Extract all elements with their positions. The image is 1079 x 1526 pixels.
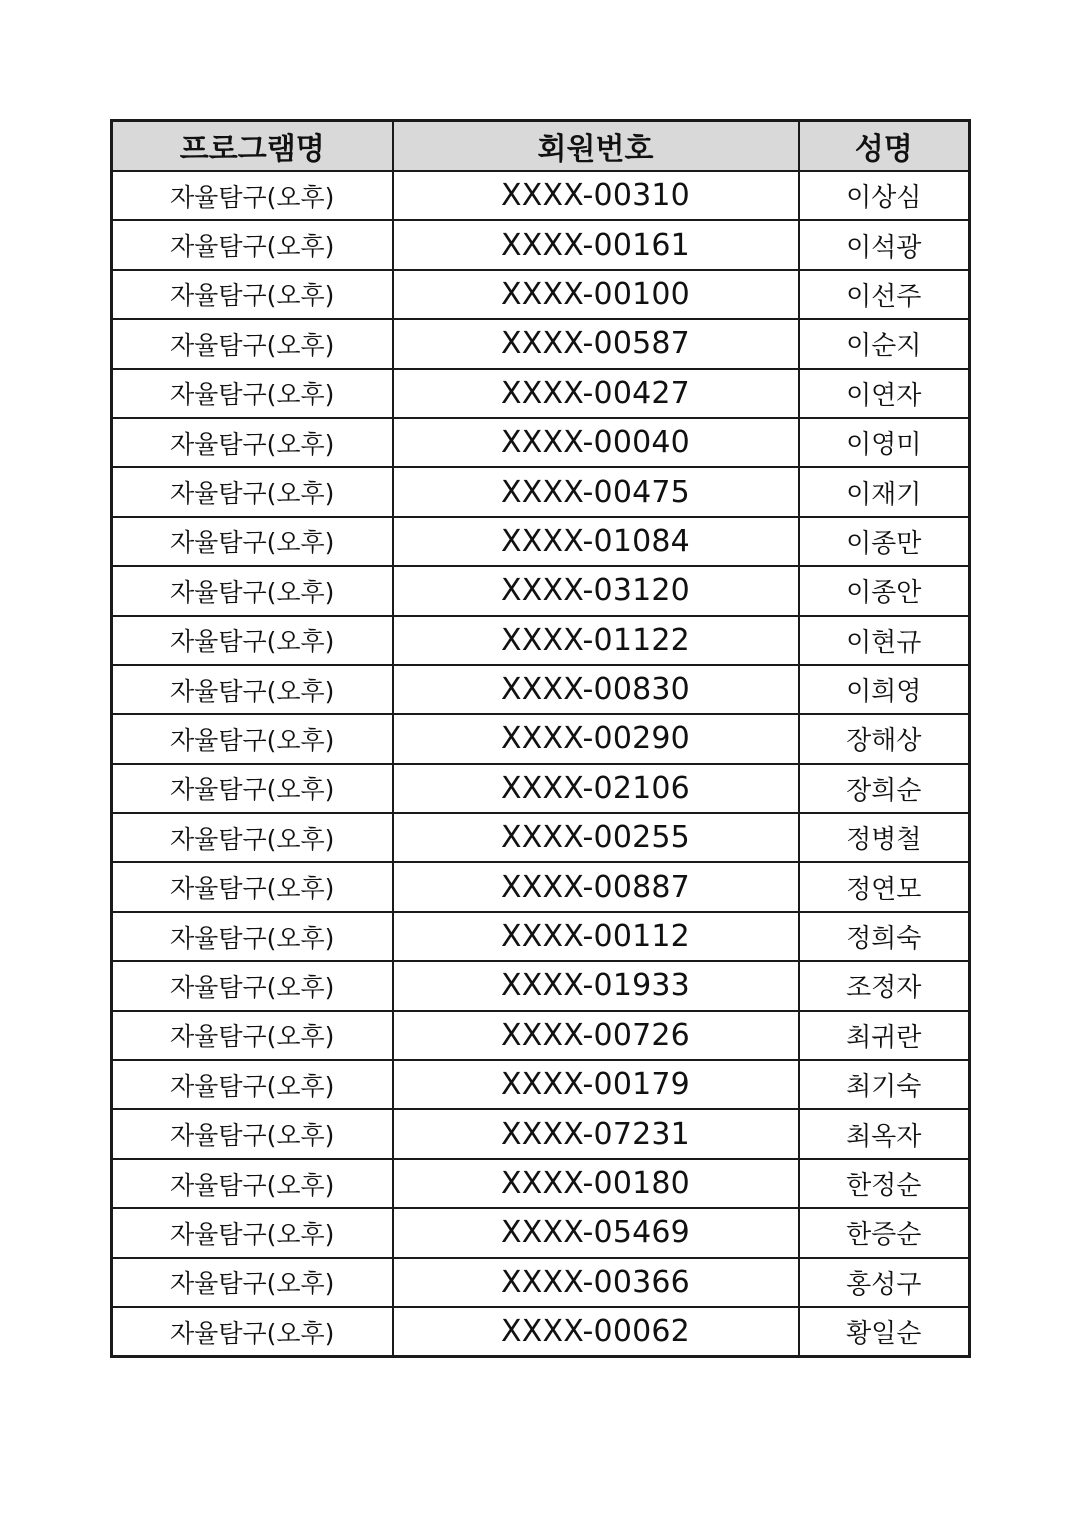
program-cell: 자율탐구(오후) bbox=[112, 220, 393, 269]
member-no-cell: XXXX-00887 bbox=[393, 862, 799, 911]
table-row bbox=[112, 1109, 970, 1158]
table-row bbox=[112, 1258, 970, 1307]
name-cell: 황일순 bbox=[799, 1307, 970, 1357]
program-cell: 자율탐구(오후) bbox=[112, 862, 393, 911]
table-row bbox=[112, 1159, 970, 1208]
member-no-cell: XXXX-00112 bbox=[393, 912, 799, 961]
table-row bbox=[112, 961, 970, 1010]
member-no-cell: XXXX-00255 bbox=[393, 813, 799, 862]
name-cell: 정희숙 bbox=[799, 912, 970, 961]
program-cell: 자율탐구(오후) bbox=[112, 171, 393, 220]
table-row bbox=[112, 862, 970, 911]
program-cell: 자율탐구(오후) bbox=[112, 616, 393, 665]
table-row bbox=[112, 1011, 970, 1060]
name-cell: 이종안 bbox=[799, 566, 970, 615]
member-no-cell: XXXX-00161 bbox=[393, 220, 799, 269]
member-no-cell: XXXX-00290 bbox=[393, 714, 799, 763]
program-cell: 자율탐구(오후) bbox=[112, 714, 393, 763]
member-no-cell: XXXX-00366 bbox=[393, 1258, 799, 1307]
name-cell: 이순지 bbox=[799, 319, 970, 368]
program-cell: 자율탐구(오후) bbox=[112, 1208, 393, 1257]
name-cell: 이현규 bbox=[799, 616, 970, 665]
member-no-cell: XXXX-01122 bbox=[393, 616, 799, 665]
name-cell: 한정순 bbox=[799, 1159, 970, 1208]
name-cell: 이석광 bbox=[799, 220, 970, 269]
member-no-cell: XXXX-00179 bbox=[393, 1060, 799, 1109]
table-row bbox=[112, 566, 970, 615]
member-no-cell: XXXX-01933 bbox=[393, 961, 799, 1010]
member-no-cell: XXXX-00830 bbox=[393, 665, 799, 714]
table-row bbox=[112, 1208, 970, 1257]
name-cell: 최귀란 bbox=[799, 1011, 970, 1060]
table-row bbox=[112, 1060, 970, 1109]
program-cell: 자율탐구(오후) bbox=[112, 270, 393, 319]
program-cell: 자율탐구(오후) bbox=[112, 517, 393, 566]
name-cell: 이재기 bbox=[799, 467, 970, 516]
program-cell: 자율탐구(오후) bbox=[112, 566, 393, 615]
program-cell: 자율탐구(오후) bbox=[112, 1159, 393, 1208]
program-cell: 자율탐구(오후) bbox=[112, 1258, 393, 1307]
member-no-cell: XXXX-05469 bbox=[393, 1208, 799, 1257]
table-row bbox=[112, 517, 970, 566]
program-cell: 자율탐구(오후) bbox=[112, 961, 393, 1010]
name-cell: 이선주 bbox=[799, 270, 970, 319]
member-no-cell: XXXX-00427 bbox=[393, 369, 799, 418]
table-row bbox=[112, 912, 970, 961]
header-name: 성명 bbox=[799, 121, 970, 172]
table-row bbox=[112, 270, 970, 319]
program-cell: 자율탐구(오후) bbox=[112, 912, 393, 961]
name-cell: 장희순 bbox=[799, 764, 970, 813]
member-no-cell: XXXX-01084 bbox=[393, 517, 799, 566]
table-header bbox=[112, 121, 970, 172]
member-no-cell: XXXX-00180 bbox=[393, 1159, 799, 1208]
member-no-cell: XXXX-07231 bbox=[393, 1109, 799, 1158]
program-cell: 자율탐구(오후) bbox=[112, 369, 393, 418]
member-no-cell: XXXX-00040 bbox=[393, 418, 799, 467]
name-cell: 최기숙 bbox=[799, 1060, 970, 1109]
table-row bbox=[112, 665, 970, 714]
name-cell: 장해상 bbox=[799, 714, 970, 763]
program-cell: 자율탐구(오후) bbox=[112, 418, 393, 467]
program-cell: 자율탐구(오후) bbox=[112, 1060, 393, 1109]
table-row bbox=[112, 467, 970, 516]
program-cell: 자율탐구(오후) bbox=[112, 319, 393, 368]
program-cell: 자율탐구(오후) bbox=[112, 813, 393, 862]
table-row bbox=[112, 319, 970, 368]
member-no-cell: XXXX-02106 bbox=[393, 764, 799, 813]
name-cell: 이영미 bbox=[799, 418, 970, 467]
name-cell: 정연모 bbox=[799, 862, 970, 911]
member-no-cell: XXXX-00726 bbox=[393, 1011, 799, 1060]
member-no-cell: XXXX-00475 bbox=[393, 467, 799, 516]
name-cell: 이종만 bbox=[799, 517, 970, 566]
member-no-cell: XXXX-00062 bbox=[393, 1307, 799, 1357]
name-cell: 이상심 bbox=[799, 171, 970, 220]
table-row bbox=[112, 813, 970, 862]
table-row bbox=[112, 616, 970, 665]
header-program: 프로그램명 bbox=[112, 121, 393, 172]
program-cell: 자율탐구(오후) bbox=[112, 764, 393, 813]
table-row bbox=[112, 171, 970, 220]
member-no-cell: XXXX-00310 bbox=[393, 171, 799, 220]
table-row bbox=[112, 220, 970, 269]
program-cell: 자율탐구(오후) bbox=[112, 1307, 393, 1357]
header-member-no: 회원번호 bbox=[393, 121, 799, 172]
name-cell: 이희영 bbox=[799, 665, 970, 714]
table-row bbox=[112, 418, 970, 467]
name-cell: 최옥자 bbox=[799, 1109, 970, 1158]
member-table bbox=[110, 119, 971, 1358]
member-no-cell: XXXX-00587 bbox=[393, 319, 799, 368]
name-cell: 정병철 bbox=[799, 813, 970, 862]
header-row bbox=[112, 121, 970, 172]
name-cell: 이연자 bbox=[799, 369, 970, 418]
table-row bbox=[112, 1307, 970, 1357]
table-row bbox=[112, 764, 970, 813]
program-cell: 자율탐구(오후) bbox=[112, 665, 393, 714]
table-row bbox=[112, 714, 970, 763]
table-row bbox=[112, 369, 970, 418]
table-body bbox=[112, 171, 970, 1357]
program-cell: 자율탐구(오후) bbox=[112, 1109, 393, 1158]
member-no-cell: XXXX-00100 bbox=[393, 270, 799, 319]
name-cell: 한증순 bbox=[799, 1208, 970, 1257]
program-cell: 자율탐구(오후) bbox=[112, 1011, 393, 1060]
name-cell: 홍성구 bbox=[799, 1258, 970, 1307]
name-cell: 조정자 bbox=[799, 961, 970, 1010]
member-no-cell: XXXX-03120 bbox=[393, 566, 799, 615]
program-cell: 자율탐구(오후) bbox=[112, 467, 393, 516]
